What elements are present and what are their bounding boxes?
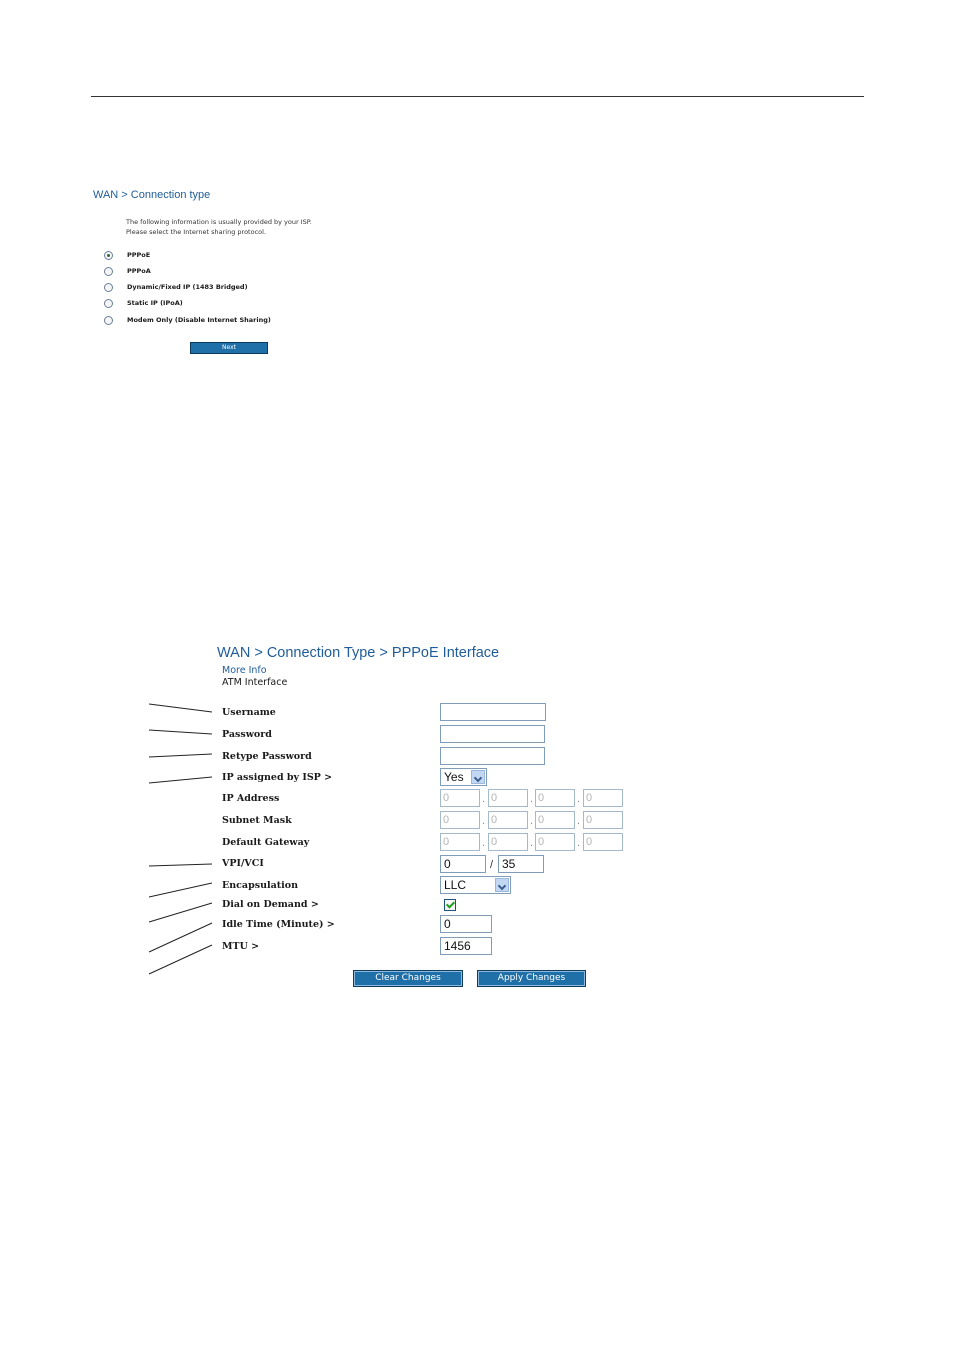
subnet-mask-octet-3[interactable]: 0	[535, 811, 575, 829]
label-mtu: MTU >	[222, 941, 260, 952]
mtu-field[interactable]: 1456	[440, 937, 492, 955]
option-label: PPPoA	[127, 267, 151, 275]
label-vpi-vci: VPI/VCI	[222, 858, 264, 869]
subnet-mask-octet-4[interactable]: 0	[583, 811, 623, 829]
label-retype-password: Retype Password	[222, 751, 312, 762]
info-line-1: The following information is usually provided by your ISP.	[126, 218, 312, 226]
ip-separator: .	[577, 815, 581, 827]
encapsulation-value: LLC	[444, 878, 467, 892]
ip-assigned-value: Yes	[444, 770, 464, 784]
ip-separator: .	[530, 837, 534, 849]
ip-separator: .	[530, 815, 534, 827]
callout-line	[149, 923, 212, 952]
ip-separator: .	[530, 793, 534, 805]
idle-time-field[interactable]: 0	[440, 915, 492, 933]
callout-line	[149, 903, 212, 922]
ip-address-octet-4[interactable]: 0	[583, 789, 623, 807]
encapsulation-select[interactable]	[440, 876, 511, 894]
ip-address-octet-2[interactable]: 0	[488, 789, 528, 807]
page-title-connection-type: WAN > Connection type	[93, 189, 211, 201]
callout-line	[149, 864, 212, 866]
vci-field[interactable]: 35	[498, 855, 544, 873]
label-encapsulation: Encapsulation	[222, 880, 298, 891]
username-field[interactable]	[440, 703, 546, 721]
callout-line	[149, 730, 212, 734]
ip-separator: .	[577, 793, 581, 805]
label-password: Password	[222, 729, 272, 740]
label-ip-assigned: IP assigned by ISP >	[222, 772, 333, 783]
label-ip-address: IP Address	[222, 793, 280, 804]
retype-password-field[interactable]	[440, 747, 545, 765]
page-title-pppoe-interface: WAN > Connection Type > PPPoE Interface	[217, 645, 500, 661]
subnet-mask-octet-2[interactable]: 0	[488, 811, 528, 829]
next-button[interactable]: Next	[190, 342, 268, 354]
ip-assigned-select[interactable]	[440, 768, 487, 786]
label-subnet-mask: Subnet Mask	[222, 815, 292, 826]
callout-line	[149, 704, 212, 712]
chevron-down-icon[interactable]	[471, 770, 485, 784]
gateway-octet-4[interactable]: 0	[583, 833, 623, 851]
subnet-mask-octet-1[interactable]: 0	[440, 811, 480, 829]
callout-line	[149, 883, 212, 897]
password-field[interactable]	[440, 725, 545, 743]
gateway-octet-3[interactable]: 0	[535, 833, 575, 851]
chevron-down-icon[interactable]	[495, 878, 509, 892]
vpi-vci-separator: /	[490, 859, 494, 871]
label-dial-on-demand: Dial on Demand >	[222, 899, 319, 910]
label-idle-time: Idle Time (Minute) >	[222, 919, 335, 930]
ip-separator: .	[482, 837, 486, 849]
ip-separator: .	[482, 815, 486, 827]
clear-changes-button[interactable]: Clear Changes	[353, 970, 463, 987]
callout-line	[149, 754, 212, 757]
option-label: PPPoE	[127, 251, 151, 259]
callout-line	[149, 777, 212, 783]
gateway-octet-2[interactable]: 0	[488, 833, 528, 851]
option-label: Modem Only (Disable Internet Sharing)	[127, 316, 271, 324]
apply-changes-button[interactable]: Apply Changes	[477, 970, 586, 987]
section-atm-interface: ATM Interface	[222, 677, 288, 688]
label-default-gateway: Default Gateway	[222, 837, 310, 848]
dial-on-demand-checkbox[interactable]	[444, 899, 456, 911]
ip-address-octet-1[interactable]: 0	[440, 789, 480, 807]
info-line-2: Please select the Internet sharing protocol.	[126, 227, 267, 236]
option-label: Static IP (IPoA)	[127, 299, 183, 307]
ip-separator: .	[577, 837, 581, 849]
vpi-field[interactable]: 0	[440, 855, 486, 873]
option-label: Dynamic/Fixed IP (1483 Bridged)	[127, 283, 248, 291]
label-username: Username	[222, 707, 276, 718]
ip-separator: .	[482, 793, 486, 805]
gateway-octet-1[interactable]: 0	[440, 833, 480, 851]
callout-line	[149, 945, 212, 974]
ip-address-octet-3[interactable]: 0	[535, 789, 575, 807]
more-info-link[interactable]: More Info	[222, 665, 267, 676]
